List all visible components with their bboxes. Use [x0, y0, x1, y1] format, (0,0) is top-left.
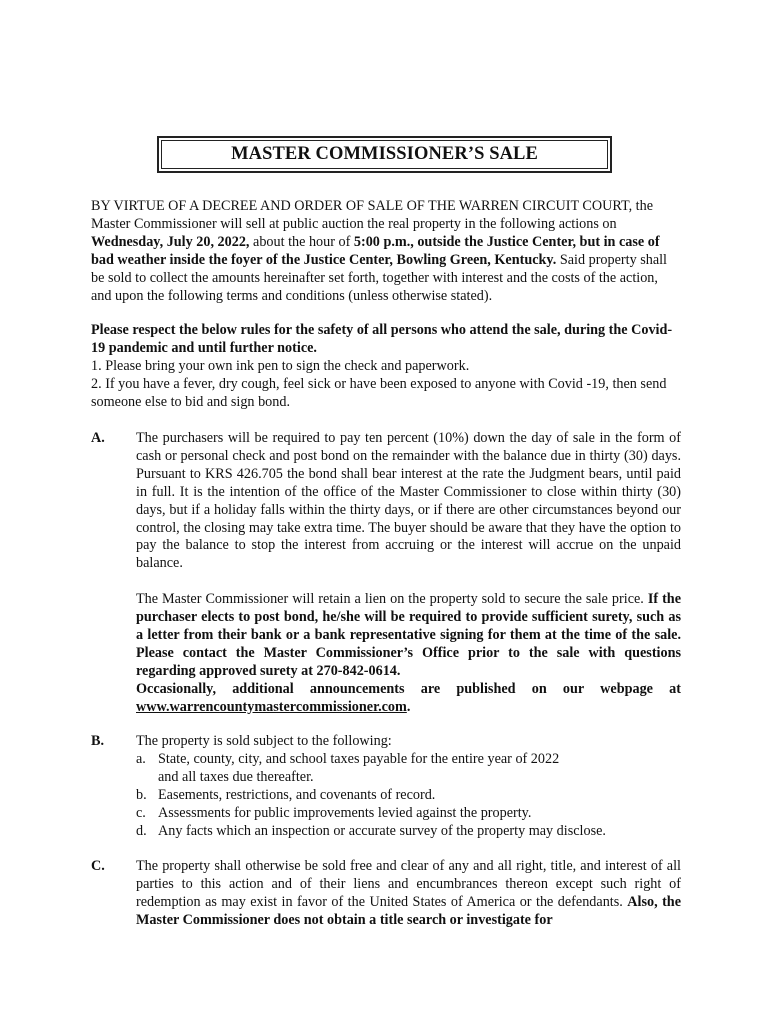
sale-time-place: 5:00 p.m., outside the Justice Center, but in case of bad weather inside the foyer of the Justice Center, Bowling Green, Kentucky.: [91, 233, 660, 268]
list-item: [136, 823, 681, 841]
intro-text-1: BY VIRTUE OF A DECREE AND ORDER OF SALE OF THE WARREN CIRCUIT COURT, the Master Commissioner will sell at public auction the real property in the following actions on: [91, 198, 654, 232]
section-b-list: [136, 751, 681, 841]
section-a-lien-text: The Master Commissioner will retain a lien on the property sold to secure the sale price.: [136, 591, 644, 608]
website-link[interactable]: www.warrencountymastercommissioner.com: [136, 698, 407, 715]
list-marker: a.: [136, 750, 146, 767]
covid-rule-1: 1. Please bring your own ink pen to sign the check and paperwork.: [91, 357, 470, 374]
covid-heading: Please respect the below rules for the safety of all persons who attend the sale, during the Covid-19 pandemic and until further notice.: [91, 322, 673, 356]
section-a-paragraph-1: The purchasers will be required to pay ten percent (10%) down the day of sale in the form of cash or personal check and post bond on the remainder with the balance due in thirty (30) days. Pursuant to KRS 426.705 the bond shall bear interest at the rate the Judgment bears, until paid in full. It is the intention of the office of the Master Commissioner to close within thirty (30) days, but if a holiday falls within the thirty days, or if there are other circumstances beyond our control, the closing may take extra time. The buyer should be aware that they have the option to pay the balance to stop the interest from accruing or the interest will accrue on the unpaid balance.: [136, 430, 681, 572]
list-item: [136, 805, 681, 823]
list-marker: d.: [136, 822, 147, 839]
list-item-text: Any facts which an inspection or accurate survey of the property may disclose.: [158, 822, 606, 839]
list-item-text: Assessments for public improvements levied against the property.: [158, 804, 532, 821]
list-item-text: Easements, restrictions, and covenants of record.: [158, 786, 436, 803]
section-b-lead: The property is sold subject to the following:: [136, 733, 392, 749]
section-a-bond-text: If the purchaser elects to post bond, he/she will be required to provide sufficient surety, such as a letter from their bank or a bank representative signing for them at the time of the sale. Please contact the Master Commissioner’s Office prior to the sale with questions regarding approved surety at 270-842-0614.: [136, 591, 681, 679]
section-a-paragraph-2: [136, 591, 681, 681]
section-a-body: [136, 430, 681, 716]
section-c-bold-text: Also, the Master Commissioner does not obtain a title search or investigate for: [136, 893, 681, 928]
section-c-letter: C.: [91, 858, 105, 874]
section-c-paragraph: [136, 858, 681, 930]
section-c-body: [136, 858, 681, 930]
covid-rule-2: 2. If you have a fever, dry cough, feel sick or have been exposed to anyone with Covid -19, then send someone else to bid and sign bond.: [91, 375, 667, 410]
section-a-letter: A.: [91, 430, 105, 446]
list-marker: c.: [136, 804, 146, 821]
list-item-text: State, county, city, and school taxes payable for the entire year of 2022: [158, 750, 560, 767]
title-frame: [157, 136, 612, 173]
list-item: [136, 787, 681, 805]
sale-date: Wednesday, July 20, 2022,: [91, 233, 250, 250]
page-title: MASTER COMMISSIONER’S SALE: [161, 140, 608, 169]
intro-paragraph: [91, 198, 681, 305]
list-item-text-continued: and all taxes due thereafter.: [158, 768, 314, 785]
section-c-text: The property shall otherwise be sold free and clear of any and all right, title, and interest of all parties to this action and of their liens and encumbrances thereon except such right of redemption as may exist in favor of the United States of America or the defendants.: [136, 858, 681, 910]
section-a-paragraph-3: [136, 681, 681, 717]
section-b-body: [136, 733, 681, 840]
section-b-letter: B.: [91, 733, 105, 749]
list-marker: b.: [136, 786, 147, 803]
list-item: [136, 751, 681, 787]
intro-text-3: Said property shall be sold to collect the amounts hereinafter set forth, together with interest and the costs of the action, and upon the following terms and conditions (unless otherwise stated).: [91, 251, 668, 304]
section-a-period: .: [406, 698, 411, 715]
intro-text-2: about the hour of: [249, 233, 354, 250]
covid-rules: [91, 322, 681, 412]
section-a-announcements-text: Occasionally, additional announcements are published on our webpage at: [136, 680, 681, 697]
